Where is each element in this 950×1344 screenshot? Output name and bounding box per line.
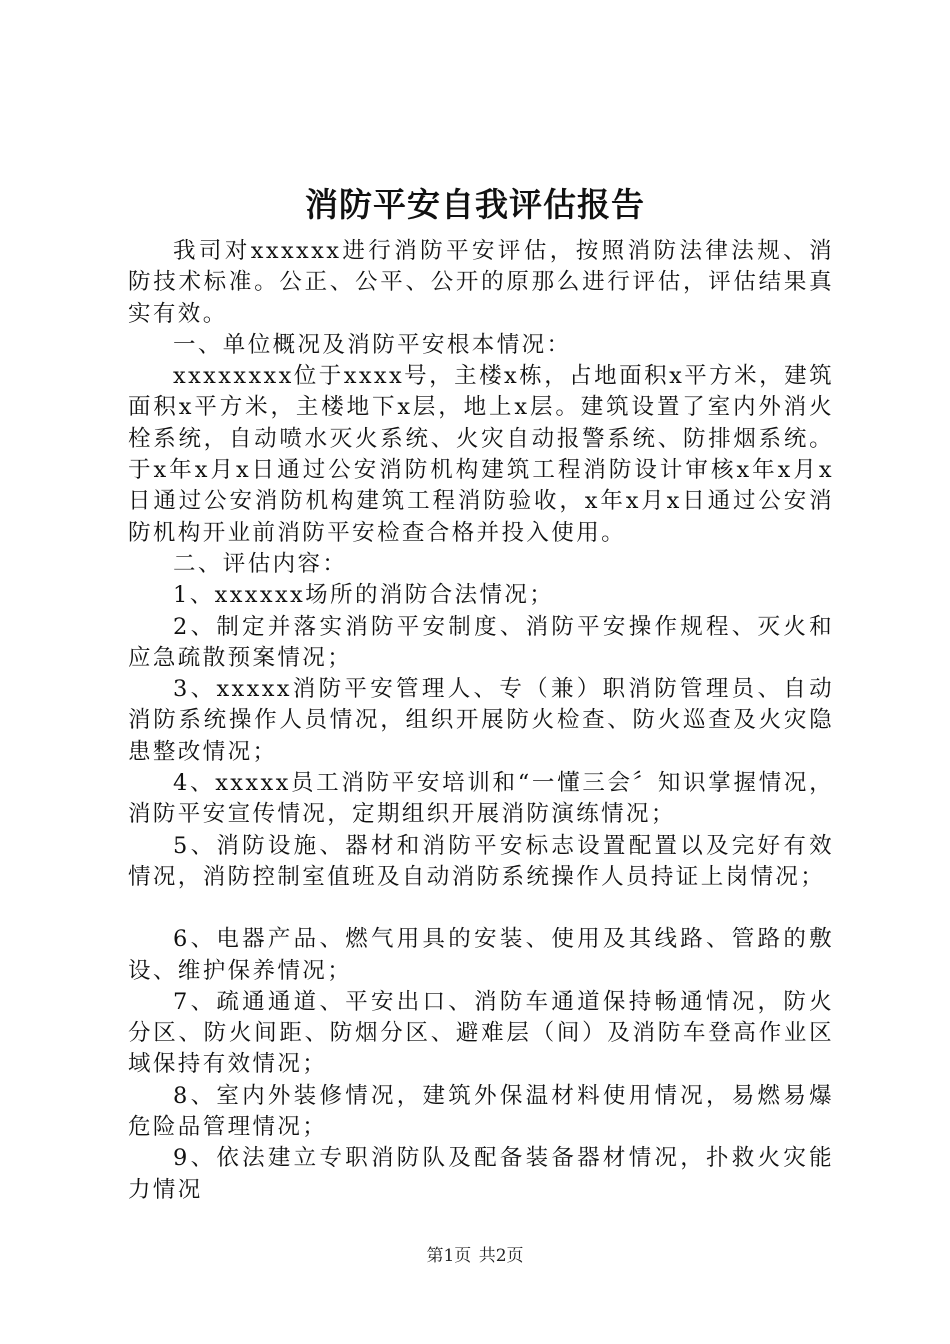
list-item: 6、电器产品、燃气用具的安装、使用及其线路、管路的敷设、维护保养情况； bbox=[128, 926, 834, 984]
section-heading-overview: 一、单位概况及消防平安根本情况： bbox=[173, 331, 572, 358]
list-item: 9、依法建立专职消防队及配备装备器材情况，扑救火灾能力情况 bbox=[128, 1145, 834, 1203]
page-footer bbox=[0, 1244, 950, 1268]
page-total: 共2页 bbox=[478, 1246, 524, 1266]
list-item: 4、xxxxx员工消防平安培训和“一懂三会〞知识掌握情况，消防平安宣传情况，定期组织开展消防演练情况； bbox=[128, 770, 834, 828]
overview-paragraph: xxxxxxxx位于xxxx号，主楼x栋，占地面积x平方米，建筑面积x平方米，主楼地下x层，地上x层。建筑设置了室内外消火栓系统，自动喷水灭火系统、火灾自动报警系统、防排烟系统。于x年x月x日通过公安消防机构建筑工程消防设计审核x年x月x日通过公安消防机构建筑工程消防验收，x年x月x日通过公安消防机构开业前消防平安检查合格并投入使用。 bbox=[128, 363, 834, 546]
page-number: 第1页 bbox=[426, 1246, 472, 1266]
list-item: 7、疏通通道、平安出口、消防车通道保持畅通情况，防火分区、防火间距、防烟分区、避难层（间）及消防车登高作业区域保持有效情况； bbox=[128, 988, 834, 1078]
intro-paragraph: 我司对xxxxxx进行消防平安评估，按照消防法律法规、消防技术标准。公正、公平、公开的原那么进行评估，评估结果真实有效。 bbox=[128, 238, 834, 327]
list-item: 1、xxxxxx场所的消防合法情况； bbox=[173, 582, 555, 609]
section-heading-content: 二、评估内容： bbox=[173, 550, 348, 577]
list-item: 8、室内外装修情况，建筑外保温材料使用情况，易燃易爆危险品管理情况； bbox=[128, 1082, 834, 1141]
list-item: 3、xxxxx消防平安管理人、专（兼）职消防管理员、自动消防系统操作人员情况，组织开展防火检查、防火巡查及火灾隐患整改情况； bbox=[128, 676, 834, 765]
list-item: 2、制定并落实消防平安制度、消防平安操作规程、灭火和应急疏散预案情况； bbox=[128, 613, 834, 671]
list-item: 5、消防设施、器材和消防平安标志设置配置以及完好有效情况，消防控制室值班及自动消防系统操作人员持证上岗情况； bbox=[128, 832, 834, 890]
document-body bbox=[128, 236, 834, 1206]
document-title: 消防平安自我评估报告 bbox=[305, 185, 645, 224]
